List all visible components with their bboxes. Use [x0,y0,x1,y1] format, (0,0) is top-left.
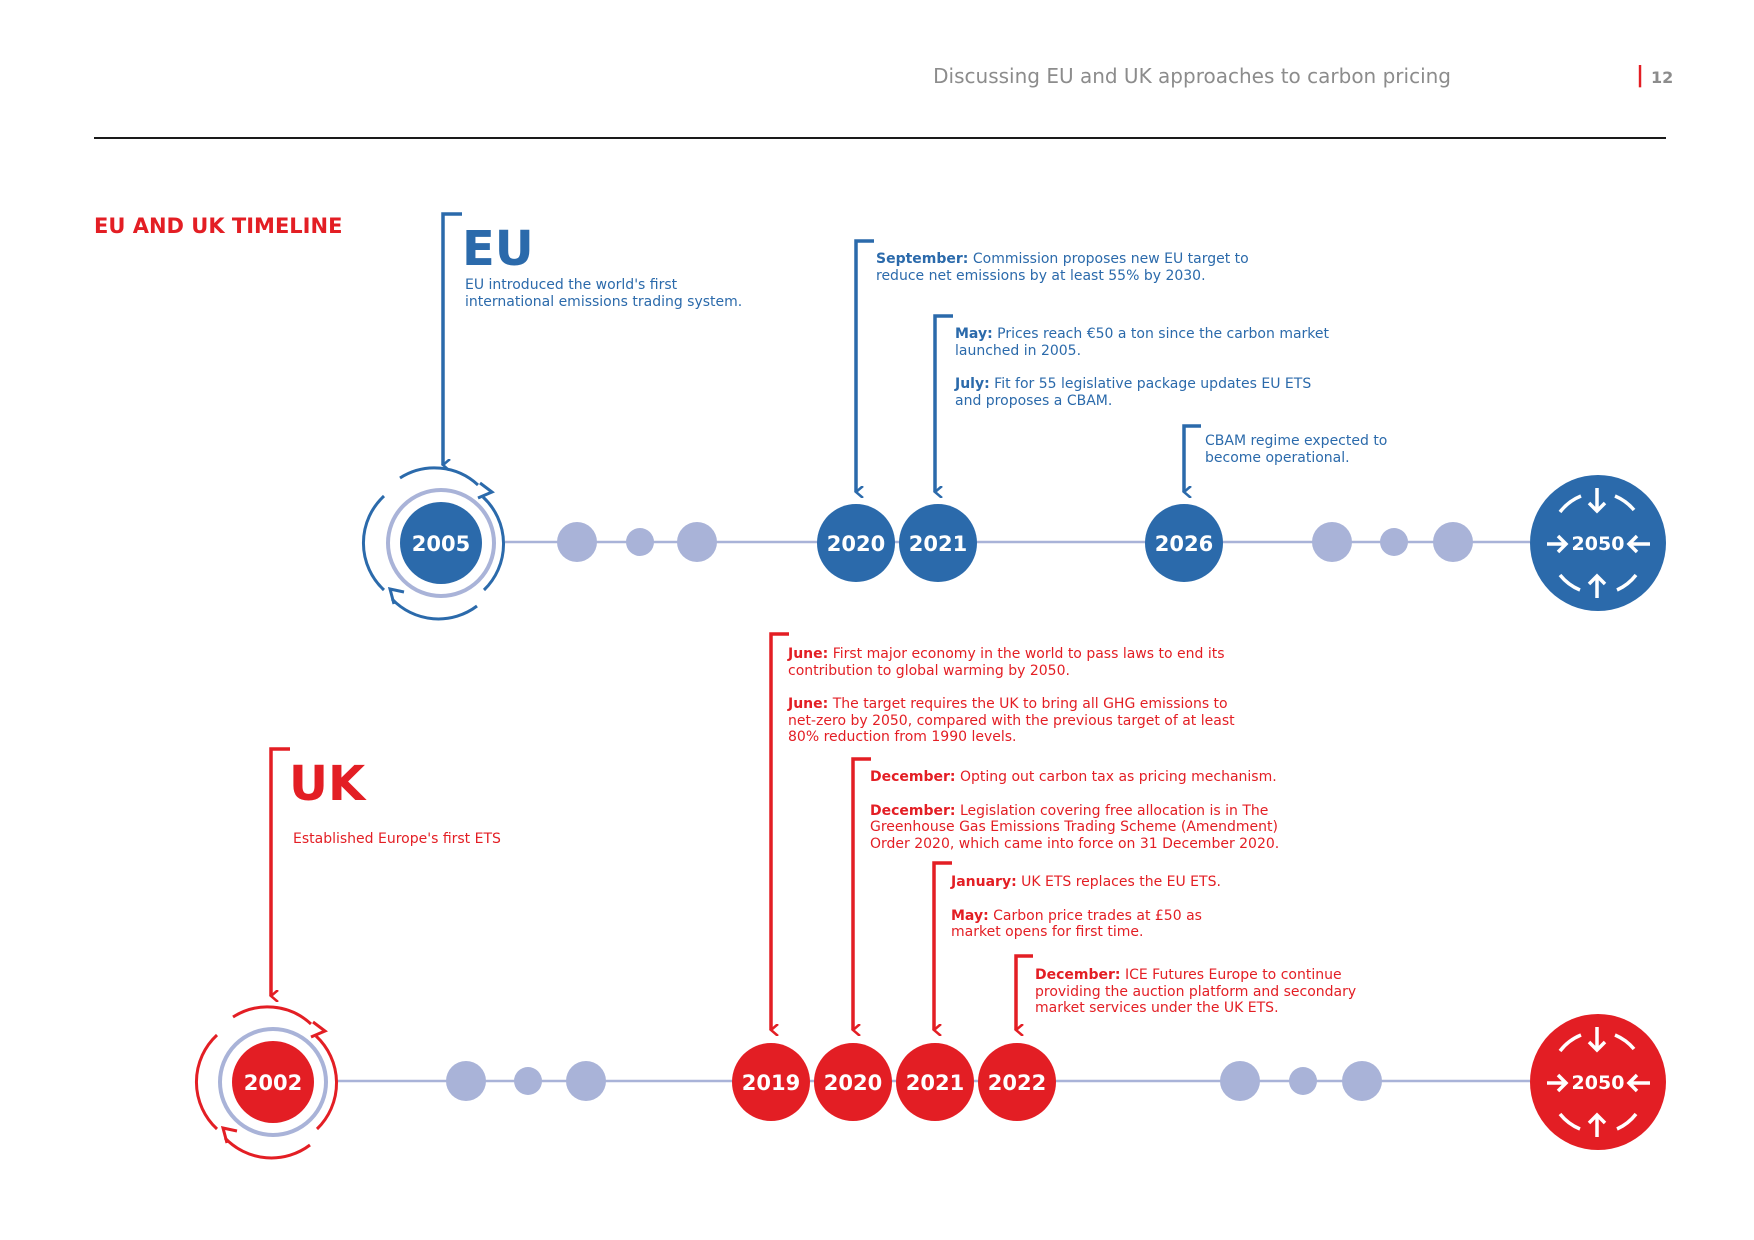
uk-event-2020 [870,769,1279,852]
event-label: January: [951,874,1017,890]
eu-callout-2005 [443,214,462,465]
eu-event-2026 [1205,433,1387,466]
eu-dot [677,522,717,562]
event-text: 80% reduction from 1990 levels. [788,729,1017,745]
event-label: September: [876,251,969,267]
event-label: June: [788,646,829,662]
event-text: launched in 2005. [955,342,1082,359]
event-label: December: [870,769,956,785]
uk-intro: Established Europe's first ETS [293,831,501,847]
uk-dot [1220,1061,1260,1101]
uk-event-2022 [1035,967,1356,1017]
eu-dot [626,528,654,556]
uk-node-2021 [896,1043,974,1121]
eu-dot [557,522,597,562]
eu-intro-line: EU introduced the world's first [465,277,678,293]
uk-node-2050 [1530,1014,1666,1150]
uk-heading: UK [289,756,366,812]
eu-dot [1312,522,1352,562]
eu-event-2020 [876,251,1249,284]
event-text: Legislation covering free allocation is in The [955,802,1269,819]
event-text: Carbon price trades at £50 as [988,907,1202,924]
uk-event-2021 [951,874,1221,941]
eu-dot [1433,522,1473,562]
eu-node-2021 [899,504,977,582]
eu-callout-2020 [856,241,874,492]
section-title: EU AND UK TIMELINE [94,214,343,238]
event-text: Commission proposes new EU target to [968,251,1249,267]
uk-callout-2022 [1016,956,1033,1030]
event-text: Order 2020, which came into force on 31 December 2020. [870,835,1280,852]
eu-callout-2021 [935,316,953,492]
eu-node-2005 [363,468,503,619]
event-text: market services under the UK ETS. [1035,1000,1279,1016]
uk-dot [1289,1067,1317,1095]
event-label: December: [1035,967,1121,983]
eu-intro-line: international emissions trading system. [465,293,743,310]
event-text: ICE Futures Europe to continue [1120,967,1342,983]
header-separator: | [1636,63,1645,88]
eu-heading: EU [462,221,534,277]
event-text: net-zero by 2050, compared with the previous target of at least [788,712,1235,729]
eu-year-2050: 2050 [1571,533,1625,555]
page-number: 12 [1651,68,1674,87]
eu-year-2005: 2005 [411,532,471,556]
event-text: and proposes a CBAM. [955,392,1113,409]
event-label: May: [951,907,989,924]
uk-dot [566,1061,606,1101]
uk-dot [1342,1061,1382,1101]
uk-callout-2021 [934,863,952,1030]
eu-node-2026 [1145,504,1223,582]
eu-year-2021: 2021 [908,532,968,556]
uk-year-2022: 2022 [987,1071,1047,1095]
eu-year-2020: 2020 [826,532,886,556]
uk-dot [514,1067,542,1095]
eu-callout-2026 [1184,426,1201,492]
event-label: July: [955,376,990,392]
event-text: CBAM regime expected to [1205,433,1388,449]
uk-callout-2002 [271,749,290,996]
uk-dot [446,1061,486,1101]
event-text: Prices reach €50 a ton since the carbon market [992,326,1330,342]
eu-event-2021 [955,326,1329,409]
event-text: reduce net emissions by at least 55% by 2030. [876,267,1206,284]
event-text: contribution to global warming by 2050. [788,662,1070,679]
uk-node-2020 [814,1043,892,1121]
event-text: Fit for 55 legislative package updates EU ETS [989,376,1312,392]
eu-node-2050 [1530,475,1666,611]
event-text: Opting out carbon tax as pricing mechanism. [955,769,1277,785]
eu-node-2020 [817,504,895,582]
event-text: The target requires the UK to bring all GHG emissions to [828,696,1228,712]
event-text: First major economy in the world to pass laws to end its [828,646,1225,662]
event-label: December: [870,802,956,819]
uk-callout-2020 [853,759,871,1030]
event-text: market opens for first time. [951,924,1144,940]
uk-node-2022 [978,1043,1056,1121]
event-text: Greenhouse Gas Emissions Trading Scheme (Amendment) [870,819,1278,835]
event-text: become operational. [1205,449,1350,466]
uk-node-2019 [732,1043,810,1121]
uk-year-2019: 2019 [741,1071,801,1095]
event-text: UK ETS replaces the EU ETS. [1016,874,1221,890]
uk-callout-2019 [771,634,789,1030]
uk-event-2019 [788,646,1235,746]
uk-year-2020: 2020 [823,1071,883,1095]
uk-year-2050: 2050 [1571,1072,1625,1094]
header-title: Discussing EU and UK approaches to carbon pricing [933,64,1451,88]
eu-dot [1380,528,1408,556]
uk-year-2002: 2002 [243,1071,303,1095]
eu-year-2026: 2026 [1154,532,1214,556]
uk-year-2021: 2021 [905,1071,965,1095]
eu-intro [465,277,742,310]
event-label: June: [788,696,829,712]
event-text: providing the auction platform and secondary [1035,983,1357,1000]
event-label: May: [955,326,993,342]
uk-node-2002 [196,1007,336,1158]
